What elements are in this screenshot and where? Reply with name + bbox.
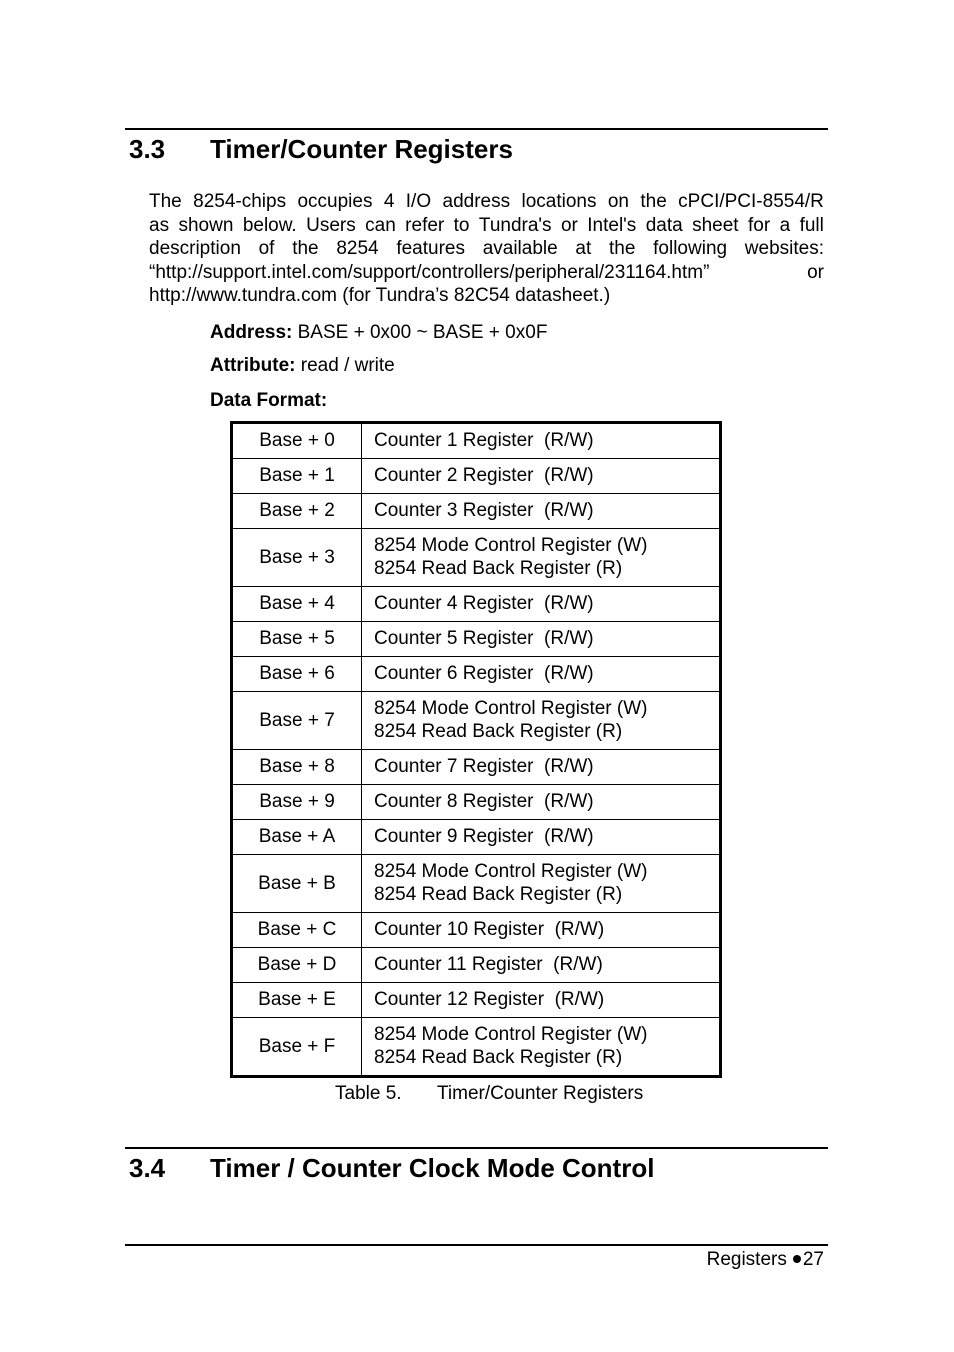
intro-word: Users bbox=[306, 214, 356, 236]
register-offset: Base + 5 bbox=[232, 622, 362, 657]
table-row bbox=[232, 785, 721, 820]
intro-word: websites: bbox=[744, 238, 824, 259]
register-description-line: Counter 1 Register (R/W) bbox=[374, 430, 594, 451]
register-offset: Base + A bbox=[232, 820, 362, 855]
intro-word: the bbox=[292, 238, 319, 259]
section-3-3-heading bbox=[129, 134, 513, 164]
intro-word: as bbox=[149, 214, 170, 236]
intro-word: Intel's bbox=[587, 214, 637, 236]
register-offset: Base + 1 bbox=[232, 459, 362, 494]
intro-word: features bbox=[396, 238, 465, 259]
register-description-line: Counter 3 Register (R/W) bbox=[374, 500, 594, 521]
table-row bbox=[232, 459, 721, 494]
intro-word: shown bbox=[178, 214, 234, 236]
intro-word: at bbox=[575, 238, 592, 259]
section-3-4-top-rule bbox=[125, 1147, 828, 1149]
page-number: 27 bbox=[802, 1249, 824, 1270]
register-offset: Base + 0 bbox=[232, 423, 362, 459]
attribute-field bbox=[210, 354, 395, 378]
register-offset: Base + C bbox=[232, 913, 362, 948]
register-description-line: 8254 Read Back Register (R) bbox=[374, 884, 623, 905]
table-row bbox=[232, 948, 721, 983]
register-description bbox=[362, 1018, 721, 1077]
intro-word: available bbox=[482, 238, 558, 259]
data-format-label: Data Format: bbox=[210, 390, 328, 411]
register-description bbox=[362, 750, 721, 785]
intro-word: a bbox=[779, 214, 791, 236]
table-row bbox=[232, 983, 721, 1018]
intro-word: or bbox=[807, 261, 824, 283]
intro-line bbox=[149, 261, 824, 285]
intro-word: http://www.tundra.com (for Tundra’s 82C54 datasheet.) bbox=[149, 285, 611, 306]
intro-word: sheet bbox=[692, 214, 739, 236]
register-offset: Base + 9 bbox=[232, 785, 362, 820]
intro-word: The bbox=[149, 191, 182, 212]
register-offset: Base + 2 bbox=[232, 494, 362, 529]
intro-line bbox=[149, 237, 824, 261]
table-row bbox=[232, 692, 721, 750]
intro-word: the bbox=[609, 238, 636, 259]
intro-word: address bbox=[442, 191, 511, 212]
register-offset: Base + 8 bbox=[232, 750, 362, 785]
register-description bbox=[362, 657, 721, 692]
register-description bbox=[362, 692, 721, 750]
register-table bbox=[230, 421, 722, 1078]
page-footer bbox=[707, 1248, 824, 1272]
register-description-line: 8254 Read Back Register (R) bbox=[374, 721, 623, 742]
register-description bbox=[362, 785, 721, 820]
table-row bbox=[232, 622, 721, 657]
section-3-3-top-rule bbox=[125, 128, 828, 130]
register-description-line: Counter 10 Register (R/W) bbox=[374, 919, 605, 940]
table-row bbox=[232, 913, 721, 948]
intro-word: below. bbox=[242, 214, 297, 236]
register-description bbox=[362, 622, 721, 657]
register-description bbox=[362, 855, 721, 913]
register-description-line: Counter 11 Register (R/W) bbox=[374, 954, 603, 975]
register-description bbox=[362, 587, 721, 622]
section-3-4-heading bbox=[129, 1153, 654, 1183]
register-description-line: Counter 12 Register (R/W) bbox=[374, 989, 605, 1010]
table-row bbox=[232, 494, 721, 529]
register-offset: Base + F bbox=[232, 1018, 362, 1077]
intro-word: 8254-chips bbox=[193, 191, 287, 212]
register-description bbox=[362, 820, 721, 855]
attribute-label: Attribute: bbox=[210, 355, 296, 376]
intro-word: Tundra's bbox=[478, 214, 552, 236]
intro-word: for bbox=[748, 214, 771, 236]
register-description bbox=[362, 459, 721, 494]
register-description-line: Counter 6 Register (R/W) bbox=[374, 663, 594, 684]
table-row bbox=[232, 587, 721, 622]
table-row bbox=[232, 657, 721, 692]
table-caption-number: Table 5. bbox=[335, 1083, 402, 1104]
register-offset: Base + E bbox=[232, 983, 362, 1018]
register-description-line: 8254 Read Back Register (R) bbox=[374, 1047, 623, 1068]
section-3-3-number: 3.3 bbox=[129, 134, 166, 164]
table-caption-title: Timer/Counter Registers bbox=[437, 1083, 644, 1104]
table-row bbox=[232, 750, 721, 785]
register-description bbox=[362, 529, 721, 587]
register-description-line: 8254 Mode Control Register (W) bbox=[374, 698, 648, 719]
register-table-body bbox=[232, 423, 721, 1077]
register-offset: Base + 6 bbox=[232, 657, 362, 692]
intro-word: cPCI/PCI-8554/R bbox=[678, 191, 824, 212]
register-offset: Base + 3 bbox=[232, 529, 362, 587]
section-3-3-title: Timer/Counter Registers bbox=[210, 134, 513, 164]
register-offset: Base + B bbox=[232, 855, 362, 913]
register-description-line: Counter 8 Register (R/W) bbox=[374, 791, 594, 812]
intro-word: or bbox=[560, 214, 578, 236]
register-description-line: 8254 Read Back Register (R) bbox=[374, 558, 623, 579]
intro-paragraph bbox=[149, 190, 824, 308]
register-offset: Base + 7 bbox=[232, 692, 362, 750]
bullet-dot-icon bbox=[793, 1255, 801, 1263]
intro-word: occupies bbox=[297, 191, 373, 212]
intro-word: locations bbox=[521, 191, 597, 212]
section-3-4-number: 3.4 bbox=[129, 1153, 166, 1183]
register-description-line: Counter 5 Register (R/W) bbox=[374, 628, 594, 649]
attribute-value: read / write bbox=[295, 355, 395, 376]
intro-word: can bbox=[365, 214, 396, 236]
intro-word: 8254 bbox=[336, 238, 379, 259]
table-row bbox=[232, 820, 721, 855]
footer-rule bbox=[125, 1244, 828, 1246]
table-row bbox=[232, 1018, 721, 1077]
register-offset: Base + D bbox=[232, 948, 362, 983]
table-row bbox=[232, 529, 721, 587]
intro-line bbox=[149, 284, 824, 308]
register-description-line: Counter 9 Register (R/W) bbox=[374, 826, 594, 847]
register-description bbox=[362, 494, 721, 529]
intro-word: on bbox=[607, 191, 629, 212]
address-value: BASE + 0x00 ~ BASE + 0x0F bbox=[292, 322, 548, 343]
data-format-field bbox=[210, 389, 327, 413]
intro-word: refer bbox=[405, 214, 445, 236]
register-description-line: 8254 Mode Control Register (W) bbox=[374, 861, 648, 882]
table-row bbox=[232, 423, 721, 459]
intro-word: 4 bbox=[383, 191, 395, 212]
intro-word: of bbox=[258, 238, 275, 259]
table-row bbox=[232, 855, 721, 913]
intro-word: “http://support.intel.com/support/controllers/peripheral/231164.htm” bbox=[149, 261, 710, 283]
register-description-line: Counter 4 Register (R/W) bbox=[374, 593, 594, 614]
intro-word: I/O bbox=[405, 191, 432, 212]
section-3-4-title: Timer / Counter Clock Mode Control bbox=[210, 1153, 655, 1183]
intro-word: following bbox=[653, 238, 728, 259]
address-label: Address: bbox=[210, 322, 293, 343]
register-description bbox=[362, 423, 721, 459]
table-caption bbox=[335, 1082, 643, 1106]
register-description-line: 8254 Mode Control Register (W) bbox=[374, 535, 648, 556]
register-description bbox=[362, 913, 721, 948]
intro-line bbox=[149, 214, 824, 238]
intro-word: data bbox=[645, 214, 683, 236]
register-description-line: Counter 2 Register (R/W) bbox=[374, 465, 594, 486]
footer-label: Registers bbox=[706, 1249, 787, 1270]
register-description bbox=[362, 948, 721, 983]
register-description-line: Counter 7 Register (R/W) bbox=[374, 756, 594, 777]
register-offset: Base + 4 bbox=[232, 587, 362, 622]
intro-word: full bbox=[799, 214, 824, 236]
intro-word: description bbox=[149, 238, 241, 259]
address-field bbox=[210, 321, 547, 345]
register-description-line: 8254 Mode Control Register (W) bbox=[374, 1024, 648, 1045]
intro-line bbox=[149, 190, 824, 214]
intro-word: the bbox=[640, 191, 667, 212]
intro-word: to bbox=[453, 214, 470, 236]
register-description bbox=[362, 983, 721, 1018]
